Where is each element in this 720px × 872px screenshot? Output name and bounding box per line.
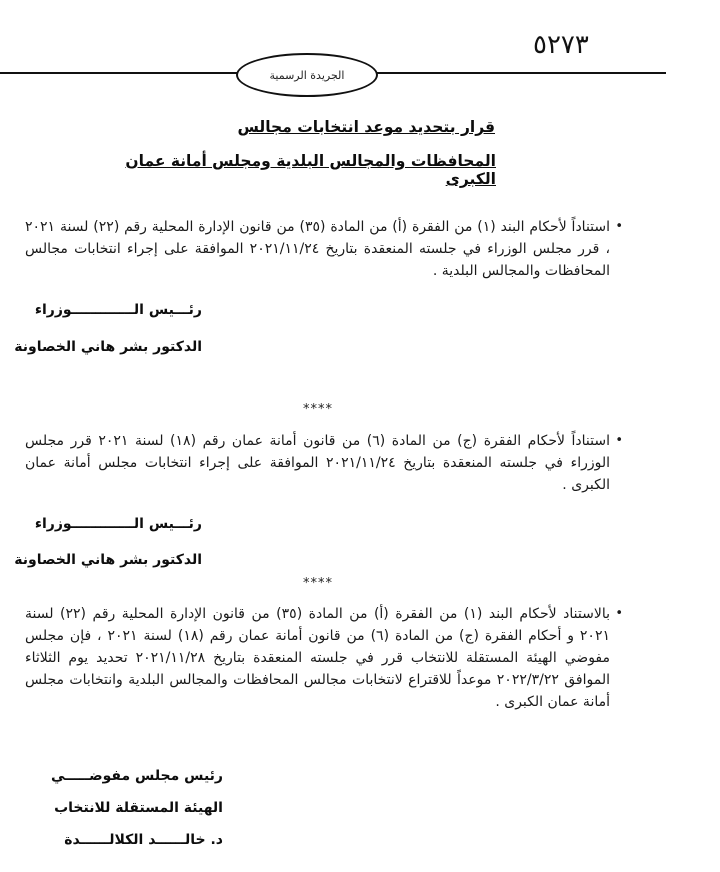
decision-title-line-2: المحافظات والمجالس البلدية ومجلس أمانة عمان الكبرى	[125, 152, 496, 188]
signatory-line-2: الهيئة المستقلة للانتخاب	[54, 800, 223, 816]
bullet-icon: •	[615, 433, 623, 448]
decision-paragraph-3	[25, 603, 623, 713]
page-number: ٥٢٧٣	[533, 30, 589, 60]
signatory-title-2: رئـــيس الـــــــــــــوزراء	[34, 516, 202, 532]
signatory-name-1: الدكتور بشر هاني الخصاونة	[14, 339, 202, 355]
signatory-line-3: د. خالــــــد الكلالــــــدة	[64, 832, 223, 848]
bullet-icon: •	[615, 219, 623, 234]
decision-text-1: استناداً لأحكام البند (١) من الفقرة (أ) من المادة (٣٥) من قانون الإدارة المحلية رقم (٢٢) لسنة ٢٠٢١ ، قرر مجلس الوزراء في جلسته المنعقدة بتاريخ ٢٠٢١/١١/٢٤ الموافقة على إجراء انتخابات مجالس المحافظات والمجالس البلدية .	[25, 219, 611, 279]
decision-paragraph-2	[25, 430, 623, 496]
gazette-name-oval: الجريدة الرسمية	[236, 53, 378, 97]
separator-stars-1: ****	[303, 402, 333, 417]
separator-stars-2: ****	[303, 576, 333, 591]
signatory-name-2: الدكتور بشر هاني الخصاونة	[14, 552, 202, 568]
decision-paragraph-1	[25, 216, 623, 282]
signatory-line-1: رئيس مجلس مفوضـــــي	[51, 768, 223, 784]
decision-text-3: بالاستناد لأحكام البند (١) من الفقرة (أ) من المادة (٣٥) من قانون الإدارة المحلية رقم (٢٢) لسنة ٢٠٢١ و أحكام الفقرة (ج) من المادة (٦) من قانون أمانة عمان رقم (١٨) لسنة ٢٠٢١ ، فإن مجلس مفوضي الهيئة المستقلة للانتخاب قرر في جلسته المنعقدة بتاريخ ٢٠٢١/١١/٢٨ تحديد يوم الثلاثاء الموافق ٢٠٢٢/٣/٢٢ موعداً للاقتراع لانتخابات مجالس المحافظات والمجالس البلدية وانتخابات مجلس أمانة عمان الكبرى .	[25, 606, 611, 710]
bullet-icon: •	[615, 606, 623, 621]
signatory-title-1: رئـــيس الـــــــــــــوزراء	[34, 302, 202, 318]
decision-text-2: استناداً لأحكام الفقرة (ج) من المادة (٦) من قانون أمانة عمان رقم (١٨) لسنة ٢٠٢١ قرر مجلس الوزراء في جلسته المنعقدة بتاريخ ٢٠٢١/١١/٢٤ الموافقة على إجراء انتخابات مجلس أمانة عمان الكبرى .	[25, 433, 610, 493]
decision-title-line-1: قرار بتحديد موعد انتخابات مجالس	[237, 118, 495, 136]
